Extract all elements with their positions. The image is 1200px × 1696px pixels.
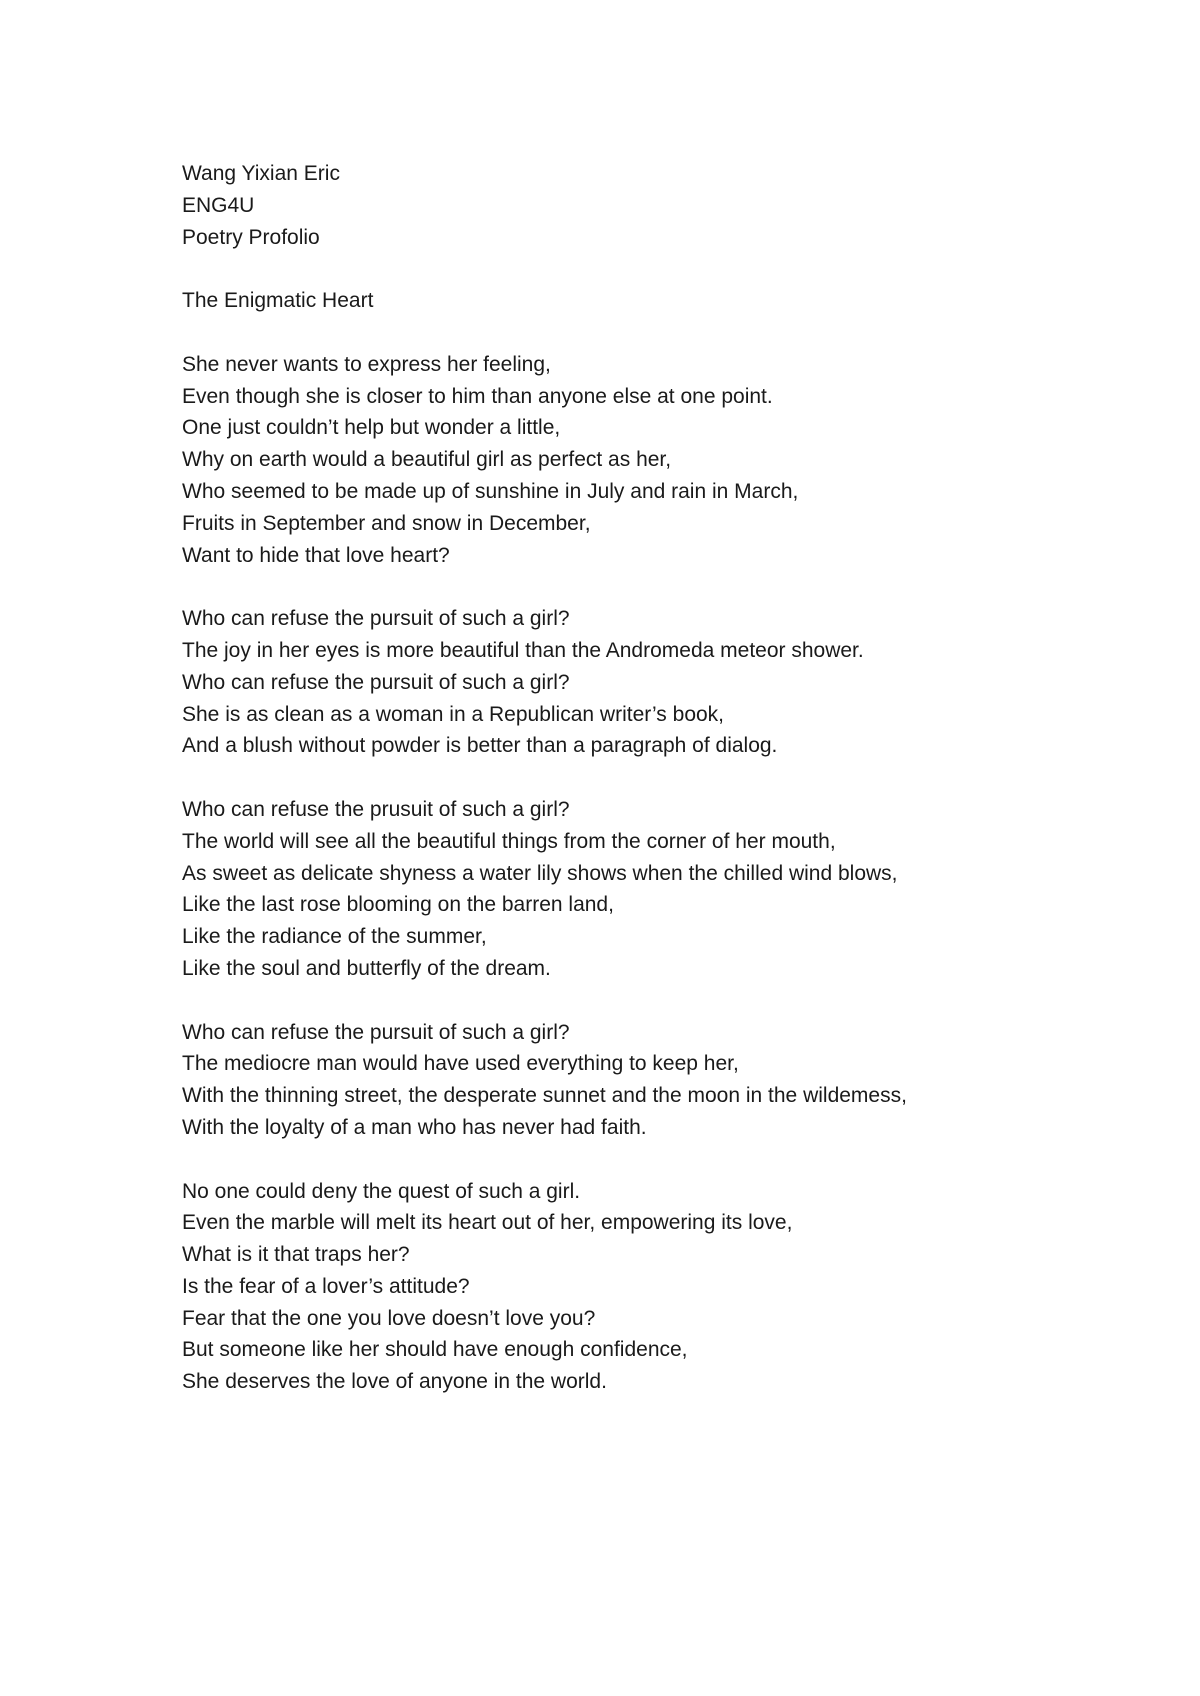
stanza-4 — [182, 1017, 1162, 1144]
poem-line: Fruits in September and snow in December, — [182, 511, 591, 535]
assignment-title: Poetry Profolio — [182, 225, 320, 249]
document-body — [182, 158, 1162, 1398]
author-name: Wang Yixian Eric — [182, 162, 340, 185]
poem-line: With the loyalty of a man who has never had faith. — [182, 1115, 647, 1139]
blank-line — [182, 985, 1162, 1017]
poem-line: The mediocre man would have used everything to keep her, — [182, 1052, 739, 1076]
poem-line: Who can refuse the pursuit of such a girl? — [182, 607, 570, 631]
poem-line: No one could deny the quest of such a girl. — [182, 1179, 581, 1203]
blank-line — [182, 253, 1162, 285]
poem-line: Why on earth would a beautiful girl as perfect as her, — [182, 448, 672, 472]
poem-line: Like the soul and butterfly of the dream. — [182, 956, 551, 980]
poem-line: The world will see all the beautiful things from the corner of her mouth, — [182, 829, 836, 853]
poem-line: She is as clean as a woman in a Republican writer’s book, — [182, 702, 725, 726]
blank-line — [182, 1144, 1162, 1176]
poem-line: The joy in her eyes is more beautiful than the Andromeda meteor shower. — [182, 638, 864, 662]
poem-line: Want to hide that love heart? — [182, 543, 450, 567]
blank-line — [182, 317, 1162, 349]
poem-line: But someone like her should have enough confidence, — [182, 1338, 688, 1362]
poem-line: With the thinning street, the desperate sunnet and the moon in the wildemess, — [182, 1084, 907, 1108]
poem-title: The Enigmatic Heart — [182, 289, 374, 313]
poem-line: Who can refuse the pursuit of such a girl? — [182, 670, 570, 694]
poem-line: Is the fear of a lover’s attitude? — [182, 1274, 470, 1298]
stanza-1 — [182, 349, 1162, 572]
poem-line: One just couldn’t help but wonder a little, — [182, 416, 561, 440]
poem-line: What is it that traps her? — [182, 1243, 410, 1267]
poem-line: And a blush without powder is better than a paragraph of dialog. — [182, 734, 778, 758]
blank-line — [182, 762, 1162, 794]
poem-line: Who seemed to be made up of sunshine in July and rain in March, — [182, 479, 799, 503]
poem-line: As sweet as delicate shyness a water lily shows when the chilled wind blows, — [182, 861, 898, 885]
poem-line: She deserves the love of anyone in the world. — [182, 1370, 607, 1394]
poem-line: Fear that the one you love doesn’t love you? — [182, 1306, 596, 1330]
poem-line: Who can refuse the prusuit of such a girl? — [182, 797, 570, 821]
stanza-2 — [182, 603, 1162, 762]
blank-line — [182, 571, 1162, 603]
poem-line: Like the last rose blooming on the barren land, — [182, 893, 614, 917]
poem-line: Like the radiance of the summer, — [182, 925, 487, 949]
poem-line: She never wants to express her feeling, — [182, 352, 551, 376]
stanza-5 — [182, 1176, 1162, 1399]
poem-line: Who can refuse the pursuit of such a girl? — [182, 1020, 570, 1044]
stanza-3 — [182, 794, 1162, 985]
poem-line: Even though she is closer to him than anyone else at one point. — [182, 384, 773, 408]
course-code: ENG4U — [182, 193, 255, 217]
poem-line: Even the marble will melt its heart out of her, empowering its love, — [182, 1211, 793, 1235]
